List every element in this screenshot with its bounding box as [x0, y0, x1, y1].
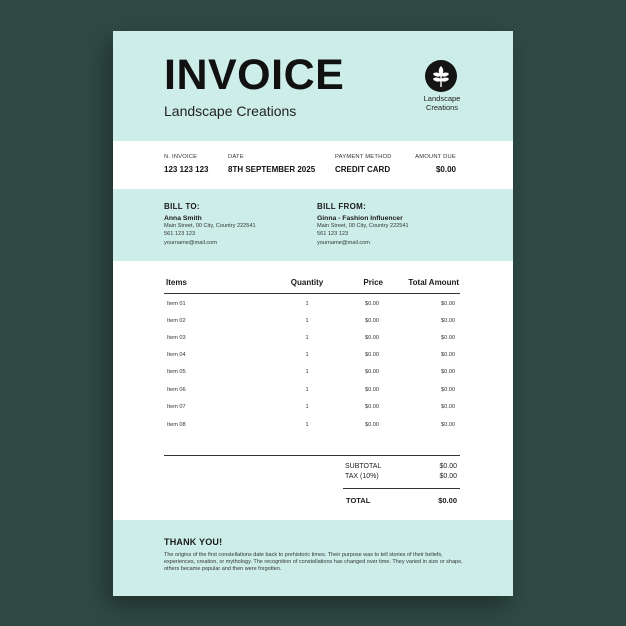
row-qty: 1	[305, 335, 309, 341]
logo-text-line2: Creations	[425, 103, 459, 112]
header-divider	[164, 293, 460, 294]
row-price: $0.00	[365, 422, 379, 428]
row-item: Item 01	[167, 301, 186, 307]
meta-value: CREDIT CARD	[335, 165, 391, 174]
row-item: Item 05	[167, 369, 186, 375]
table-row	[113, 422, 513, 432]
bill-to-phone: 561 123 123	[164, 231, 196, 238]
bill-to-name: Anna Smith	[164, 215, 202, 222]
subtotal-value: $0.00	[439, 463, 457, 470]
tax-label: TAX (10%)	[345, 473, 379, 480]
subtotal-label: SUBTOTAL	[345, 463, 382, 470]
row-total: $0.00	[441, 318, 455, 324]
total-label: TOTAL	[346, 496, 371, 505]
meta-label: DATE	[228, 154, 244, 160]
col-header-total: Total Amount	[408, 278, 459, 287]
row-price: $0.00	[365, 404, 379, 410]
bill-to-heading: BILL TO:	[164, 202, 200, 211]
bill-from-address: Main Street, 00 City, Country 222541	[317, 223, 409, 229]
row-total: $0.00	[441, 301, 455, 307]
bill-from-phone: 561 123 123	[317, 231, 349, 238]
row-qty: 1	[305, 387, 309, 393]
bill-from-heading: BILL FROM:	[317, 202, 367, 211]
thank-you-heading: THANK YOU!	[164, 537, 223, 547]
row-total: $0.00	[441, 352, 455, 358]
row-item: Item 04	[167, 352, 186, 358]
bill-from	[317, 202, 409, 247]
bill-to	[164, 202, 256, 247]
row-total: $0.00	[441, 335, 455, 341]
table-row	[113, 352, 513, 362]
company-name: Landscape Creations	[164, 103, 297, 119]
bill-from-name: Ginna - Fashion Influencer	[317, 215, 403, 222]
meta-label: AMOUNT DUE	[415, 154, 456, 160]
table-row	[113, 387, 513, 397]
bill-from-email: yourname@mail.com	[317, 239, 370, 246]
col-header-quantity: Quantity	[290, 278, 324, 287]
col-header-items: Items	[166, 278, 187, 287]
row-qty: 1	[305, 352, 309, 358]
row-price: $0.00	[365, 369, 379, 375]
row-total: $0.00	[441, 369, 455, 375]
row-price: $0.00	[365, 335, 379, 341]
col-header-price: Price	[363, 278, 383, 287]
row-total: $0.00	[441, 387, 455, 393]
logo-text-line1: Landscape	[423, 94, 461, 103]
meta-value: 8TH SEPTEMBER 2025	[228, 165, 316, 174]
row-qty: 1	[305, 369, 309, 375]
row-item: Item 07	[167, 404, 186, 410]
invoice-title: INVOICE	[164, 51, 345, 99]
meta-invoice-number	[164, 154, 209, 174]
bill-to-address: Main Street, 00 City, Country 222541	[164, 223, 256, 229]
table-row	[113, 404, 513, 414]
row-item: Item 08	[167, 422, 186, 428]
meta-label: PAYMENT METHOD	[335, 154, 392, 160]
items-divider	[164, 455, 460, 456]
bill-to-email: yourname@mail.com	[164, 239, 217, 246]
meta-value: 123 123 123	[164, 165, 209, 174]
row-price: $0.00	[365, 318, 379, 324]
invoice-page	[113, 31, 513, 596]
meta-amount-due	[413, 154, 456, 174]
row-qty: 1	[305, 301, 309, 307]
meta-label: N. INVOICE	[164, 154, 198, 160]
meta-value: $0.00	[435, 165, 456, 174]
row-qty: 1	[305, 318, 309, 324]
row-item: Item 03	[167, 335, 186, 341]
table-row	[113, 369, 513, 379]
tax-value: $0.00	[439, 473, 457, 480]
row-price: $0.00	[365, 387, 379, 393]
footer-text: The origins of the first constellations date back to prehistoric times. Their purpose was to tell stories of their beliefs, experiences, creation, or mythology. The recognition of constellations has changed over time. They varied in size or shape, others became popular and then were forgotten.	[164, 552, 463, 573]
row-item: Item 06	[167, 387, 186, 393]
row-total: $0.00	[441, 422, 455, 428]
meta-payment-method	[335, 154, 392, 174]
summary-divider	[343, 488, 460, 489]
row-total: $0.00	[441, 404, 455, 410]
row-price: $0.00	[365, 352, 379, 358]
total-value: $0.00	[438, 496, 457, 505]
row-qty: 1	[305, 404, 309, 410]
row-price: $0.00	[365, 301, 379, 307]
row-qty: 1	[305, 422, 309, 428]
logo-text	[413, 94, 471, 112]
table-row	[113, 335, 513, 345]
meta-date	[228, 154, 315, 174]
leaf-icon	[425, 60, 457, 92]
row-item: Item 02	[167, 318, 186, 324]
table-row	[113, 318, 513, 328]
table-row	[113, 301, 513, 311]
